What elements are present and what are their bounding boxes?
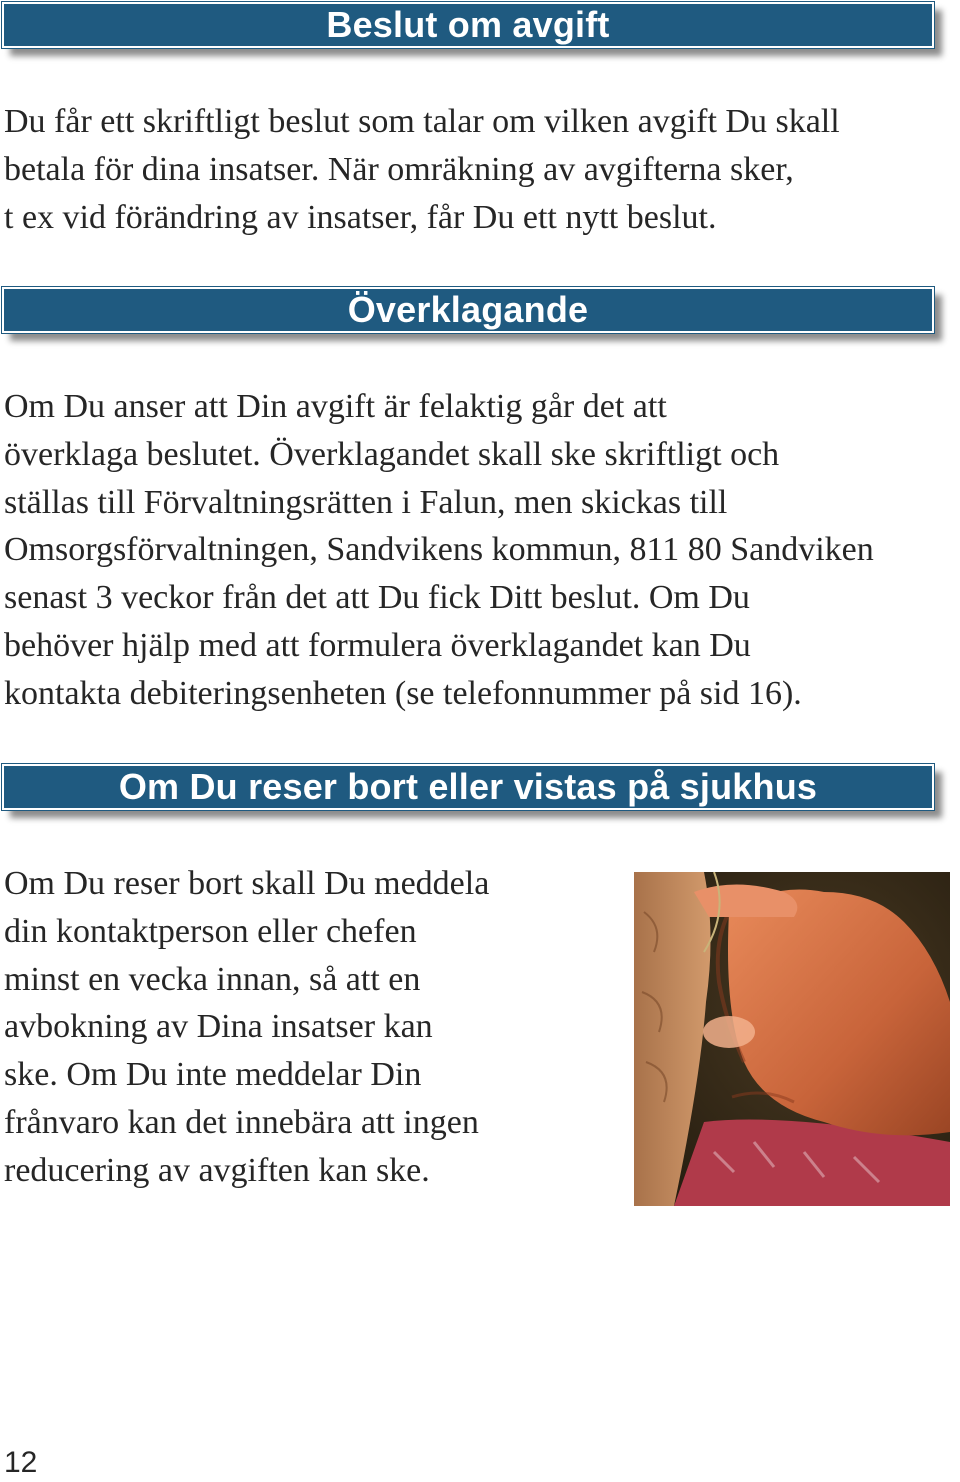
paragraph-beslut-om-avgift: [4, 98, 840, 241]
text-line: t ex vid förändring av insatser, får Du ett nytt beslut.: [4, 198, 717, 236]
text-line: överklaga beslutet. Överklagandet skall ske skriftligt och: [4, 435, 780, 473]
heading-text: Överklagande: [347, 289, 589, 330]
page-number: 12: [4, 1446, 38, 1479]
section-heading-om-du-reser-bort: [2, 764, 934, 810]
text-line: avbokning av Dina insatser kan: [4, 1008, 433, 1046]
text-line: Om Du anser att Din avgift är felaktig går det att: [4, 388, 667, 425]
text-line: frånvaro kan det innebära att ingen: [4, 1103, 479, 1141]
section-heading-overklagande: [2, 287, 934, 333]
text-line: behöver hjälp med att formulera överklagandet kan Du: [4, 626, 751, 664]
text-line: ske. Om Du inte meddelar Din: [4, 1056, 422, 1094]
text-line: minst en vecka innan, så att en: [4, 960, 421, 998]
heading-text: Beslut om avgift: [326, 4, 610, 45]
text-line: Omsorgsförvaltningen, Sandvikens kommun, 811 80 Sandviken: [4, 531, 874, 569]
text-line: kontakta debiteringsenheten (se telefonnummer på sid 16).: [4, 674, 802, 712]
paragraph-om-du-reser-bort: [4, 860, 489, 1195]
text-line: betala för dina insatser. När omräkning av avgifterna sker,: [4, 150, 794, 188]
hand-photo: [634, 872, 950, 1206]
section-heading-beslut-om-avgift: [2, 2, 934, 48]
text-line: reducering av avgiften kan ske.: [4, 1151, 430, 1189]
paragraph-overklagande: [4, 383, 874, 718]
text-line: Du får ett skriftligt beslut som talar om vilken avgift Du skall: [4, 103, 840, 140]
text-line: ställas till Förvaltningsrätten i Falun, men skickas till: [4, 483, 728, 521]
text-line: senast 3 veckor från det att Du fick Ditt beslut. Om Du: [4, 579, 750, 617]
text-line: din kontaktperson eller chefen: [4, 912, 417, 950]
text-line: Om Du reser bort skall Du meddela: [4, 865, 490, 902]
heading-text: Om Du reser bort eller vistas på sjukhus: [118, 766, 818, 807]
